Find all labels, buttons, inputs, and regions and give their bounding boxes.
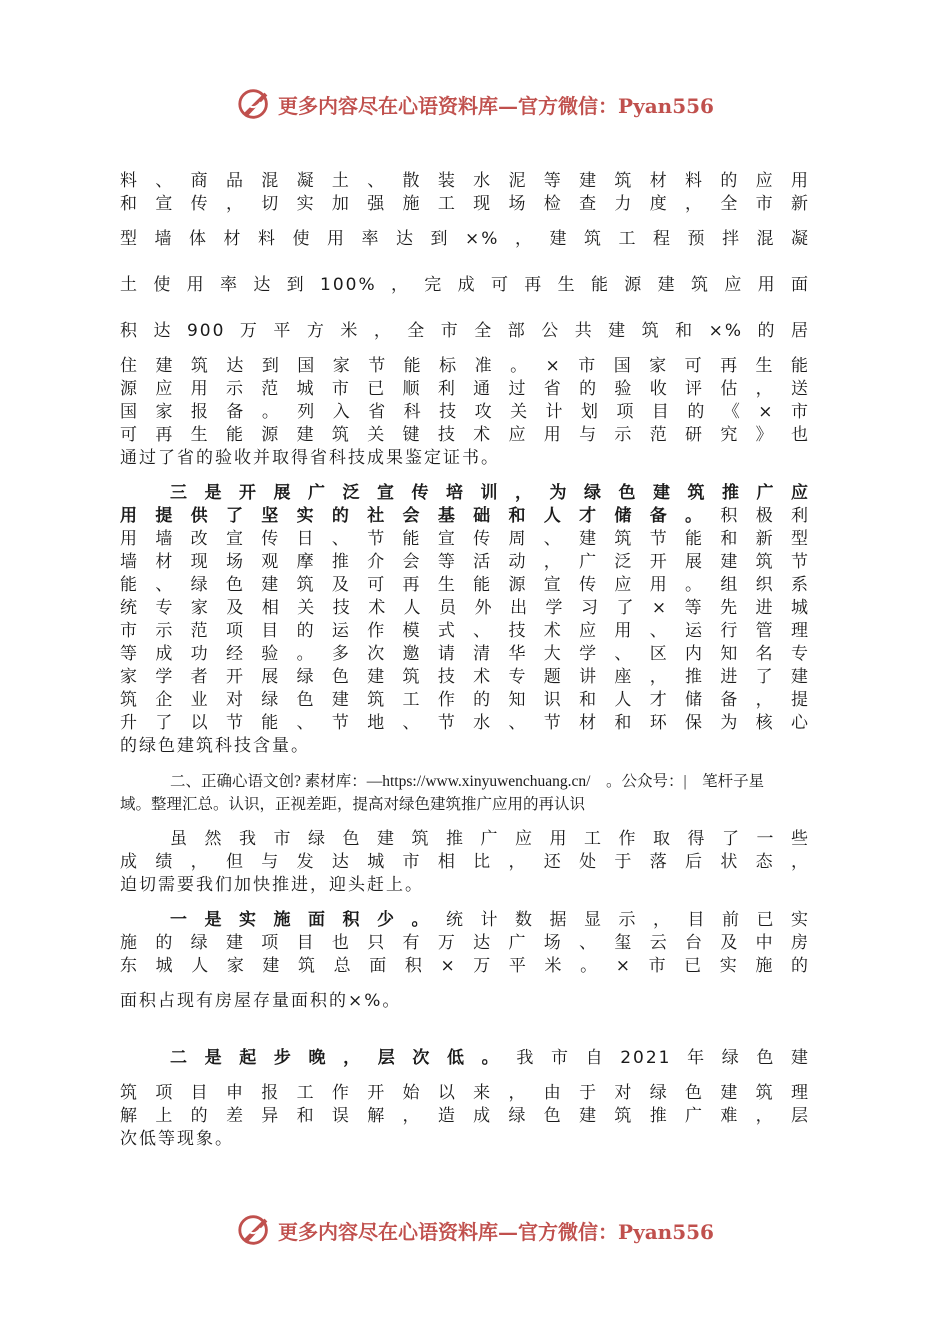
text-line: 型墙体材料使用率达到×%，建筑工程预拌混凝 <box>120 229 810 249</box>
header-watermark-banner <box>0 84 950 124</box>
bold-heading: 用提供了坚实的社会基础和人才储备。 <box>120 506 721 526</box>
text-line: 墙材现场观摩推介会等活动，广泛开展建筑节 <box>120 552 810 572</box>
text-line: 土使用率达到100%，完成可再生能源建筑应用面 <box>120 275 810 295</box>
banner-text: 更多内容尽在心语资料库—官方微信：Pyan556 <box>278 1219 714 1244</box>
banner-text: 更多内容尽在心语资料库—官方微信：Pyan556 <box>278 93 714 118</box>
text-line: 市示范项目的运作模式、技术应用、运行管理 <box>120 621 810 641</box>
text-line: 解上的差异和误解，造成绿色建筑推广难，层 <box>120 1106 810 1126</box>
text-line: 统专家及相关技术人员外出学习了×等先进城 <box>120 598 810 618</box>
text-line: 域。整理汇总。认识，正视差距，提高对绿色建筑推广应用的再认识 <box>120 796 586 813</box>
text-line: 积达900万平方米，全市全部公共建筑和×%的居 <box>120 321 810 341</box>
text-line: 迫切需要我们加快推进，迎头赶上。 <box>120 875 424 895</box>
text-line: 施的绿建项目也只有万达广场、玺云台及中房 <box>120 933 810 953</box>
paragraph-3 <box>120 828 810 897</box>
bold-heading: 三是开展广泛宣传培训，为绿色建筑推广应 <box>170 483 810 503</box>
section-heading-2 <box>120 770 810 816</box>
text-line <box>120 909 810 932</box>
text-line: 升了以节能、节地、节水、节材和环保为核心 <box>120 713 810 733</box>
paragraph-2 <box>120 482 810 758</box>
text-run: 积极利 <box>720 506 811 526</box>
text-line: 国家报备。列入省科技攻关计划项目的《×市 <box>120 402 810 422</box>
text-line: 家学者开展绿色建筑技术专题讲座，推进了建 <box>120 667 810 687</box>
brush-logo-icon <box>236 85 274 123</box>
text-line: 的绿色建筑科技含量。 <box>120 736 310 756</box>
paragraph-5 <box>120 1047 810 1151</box>
text-line: 可再生能源建筑关键技术应用与示范研究》也 <box>120 425 810 445</box>
text-line: 和宣传，切实加强施工现场检查力度，全市新 <box>120 194 810 214</box>
text-line: 东城人家建筑总面积×万平米。×市已实施的 <box>120 956 810 976</box>
text-line <box>120 505 810 528</box>
text-line <box>120 1047 810 1070</box>
text-line: 成绩，但与发达城市相比，还处于落后状态， <box>120 852 810 872</box>
text-run: 我市自2021年绿色建 <box>516 1048 811 1068</box>
text-line: 面积占现有房屋存量面积的×%。 <box>120 991 402 1011</box>
document-body <box>120 170 810 1151</box>
paragraph-1 <box>120 170 810 470</box>
text-line <box>120 482 810 505</box>
text-line: 次低等现象。 <box>120 1129 234 1149</box>
text-line: 用墙改宣传日、节能宣传周、建筑节能和新型 <box>120 529 810 549</box>
bold-heading: 二是起步晚，层次低。 <box>170 1048 517 1068</box>
text-line: 虽然我市绿色建筑推广应用工作取得了一些 <box>170 829 810 849</box>
text-line: 筑企业对绿色建筑工作的知识和人才储备，提 <box>120 690 810 710</box>
text-run: 统计数据显示，目前已实 <box>446 910 810 930</box>
footer-watermark-banner <box>0 1210 950 1250</box>
text-line: 二、正确心语文创? 素材库：—https://www.xinyuwenchuang.cn/ 。公众号：| 笔杆子星 <box>170 773 765 790</box>
text-line: 能、绿色建筑及可再生能源宣传应用。组织系 <box>120 575 810 595</box>
paragraph-4 <box>120 909 810 1013</box>
text-line: 通过了省的验收并取得省科技成果鉴定证书。 <box>120 448 500 468</box>
text-line: 料、商品混凝土、散装水泥等建筑材料的应用 <box>120 171 810 191</box>
text-line: 源应用示范城市已顺利通过省的验收评估，送 <box>120 379 810 399</box>
bold-heading: 一是实施面积少。 <box>170 910 446 930</box>
brush-logo-icon <box>236 1211 274 1249</box>
text-line: 住建筑达到国家节能标准。×市国家可再生能 <box>120 356 810 376</box>
text-line: 筑项目申报工作开始以来，由于对绿色建筑理 <box>120 1083 810 1103</box>
text-line: 等成功经验。多次邀请清华大学、区内知名专 <box>120 644 810 664</box>
